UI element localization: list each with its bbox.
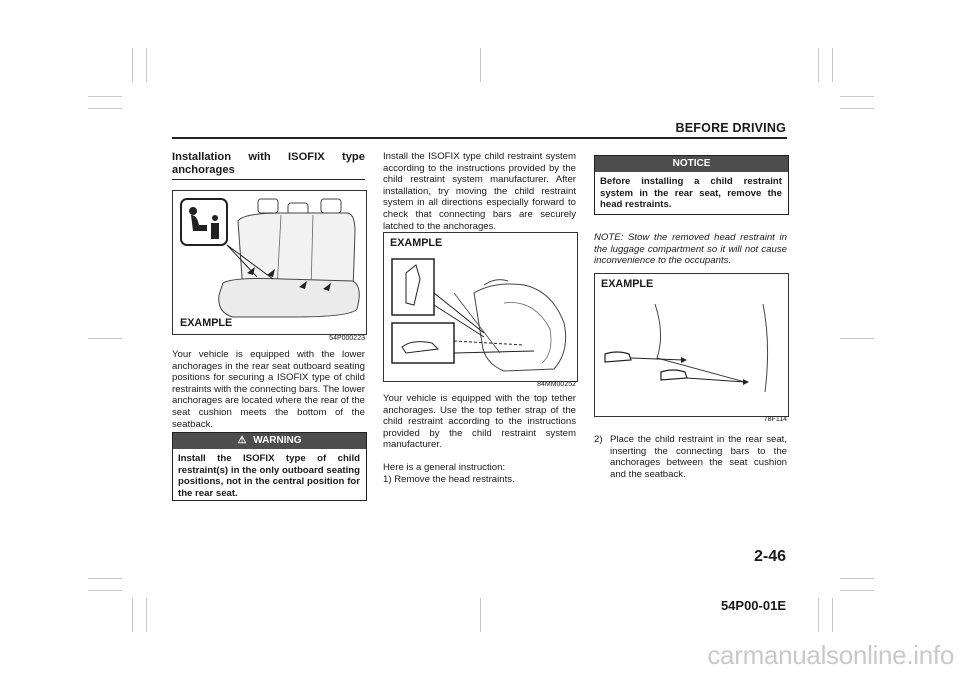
crop-mark bbox=[840, 578, 874, 579]
figure-caption: EXAMPLE bbox=[180, 317, 233, 329]
crop-mark bbox=[832, 48, 833, 82]
figure-child-restraint bbox=[383, 232, 578, 382]
paragraph: Your vehicle is equipped with the top tether anchorages. Use the top tether strap of the child restraint according to the instructions provided by the child restraint system manufacturer. bbox=[383, 393, 576, 451]
column-2 bbox=[383, 151, 576, 232]
warning-icon: ⚠ bbox=[237, 435, 247, 446]
figure-caption: EXAMPLE bbox=[601, 278, 654, 290]
step-text: Place the child restraint in the rear seat, inserting the connecting bars to the anchorages between the seat cushion and the seatback. bbox=[610, 434, 787, 480]
warning-header bbox=[173, 433, 366, 449]
child-restraint-illustration bbox=[384, 233, 577, 381]
crop-mark bbox=[146, 48, 147, 82]
warning-text: Install the ISOFIX type of child restraint(s) in the only outboard seating positions, not in the central position for the rear seat. bbox=[178, 453, 360, 499]
document-code: 54P00-01E bbox=[720, 598, 786, 613]
crop-mark bbox=[818, 598, 819, 632]
crop-mark bbox=[88, 108, 122, 109]
heading-rule bbox=[172, 179, 365, 180]
crop-mark bbox=[88, 578, 122, 579]
step-1: 1) Remove the head restraints. bbox=[383, 473, 515, 485]
column-1 bbox=[172, 151, 365, 180]
rear-seat-illustration bbox=[173, 191, 366, 334]
crop-mark bbox=[480, 48, 481, 82]
warning-label: WARNING bbox=[253, 435, 302, 446]
figure-id: 78F114 bbox=[763, 416, 787, 423]
notice-header: NOTICE bbox=[595, 156, 788, 172]
figure-head-restraint bbox=[594, 273, 789, 417]
step-number: 2) bbox=[594, 434, 603, 445]
figure-isofix-seat bbox=[172, 190, 367, 335]
watermark: carmanualsonline.info bbox=[707, 640, 954, 670]
figure-id: 84MM00252 bbox=[537, 381, 576, 388]
crop-mark bbox=[840, 338, 874, 339]
page-number: 2-46 bbox=[753, 548, 786, 565]
note bbox=[594, 232, 787, 267]
crop-mark bbox=[840, 108, 874, 109]
warning-box bbox=[172, 432, 367, 501]
figure-id: 54P000223 bbox=[329, 335, 365, 342]
figure-caption: EXAMPLE bbox=[390, 237, 443, 249]
crop-mark bbox=[132, 48, 133, 82]
paragraph: Install the ISOFIX type child restraint system according to the instructions provided by the child restraint system manufacturer. After installation, try moving the child restraint system in all directions especially forward to check that connecting bars are securely latched to the anchorages. bbox=[383, 151, 576, 232]
crop-mark bbox=[840, 590, 874, 591]
notice-box bbox=[594, 155, 789, 215]
note-text: NOTE: Stow the removed head restraint in the luggage compartment so it will not cause inconvenience to the occupants. bbox=[594, 232, 787, 267]
crop-mark bbox=[480, 598, 481, 632]
column-1-body bbox=[172, 349, 365, 430]
header-rule bbox=[172, 137, 787, 139]
crop-mark bbox=[840, 96, 874, 97]
crop-mark bbox=[88, 590, 122, 591]
paragraph: Here is a general instruction: bbox=[383, 461, 506, 473]
crop-mark bbox=[146, 598, 147, 632]
step-2 bbox=[594, 434, 787, 480]
paragraph: Your vehicle is equipped with the lower anchorages in the rear seat outboard seating positions for securing a ISOFIX type of child restraints with the connecting bars. The lower anchorages are located where the rear of the seat cushion meets the bottom of the seatback. bbox=[172, 349, 365, 430]
crop-mark bbox=[88, 338, 122, 339]
notice-text: Before installing a child restraint system in the rear seat, remove the head restraints. bbox=[600, 176, 782, 211]
seat-anchor-illustration bbox=[595, 274, 788, 416]
column-2-body bbox=[383, 393, 576, 485]
section-title: BEFORE DRIVING bbox=[675, 121, 786, 135]
crop-mark bbox=[832, 598, 833, 632]
crop-mark bbox=[818, 48, 819, 82]
crop-mark bbox=[132, 598, 133, 632]
crop-mark bbox=[88, 96, 122, 97]
section-heading: Installation with ISOFIX type anchorages bbox=[172, 151, 365, 176]
